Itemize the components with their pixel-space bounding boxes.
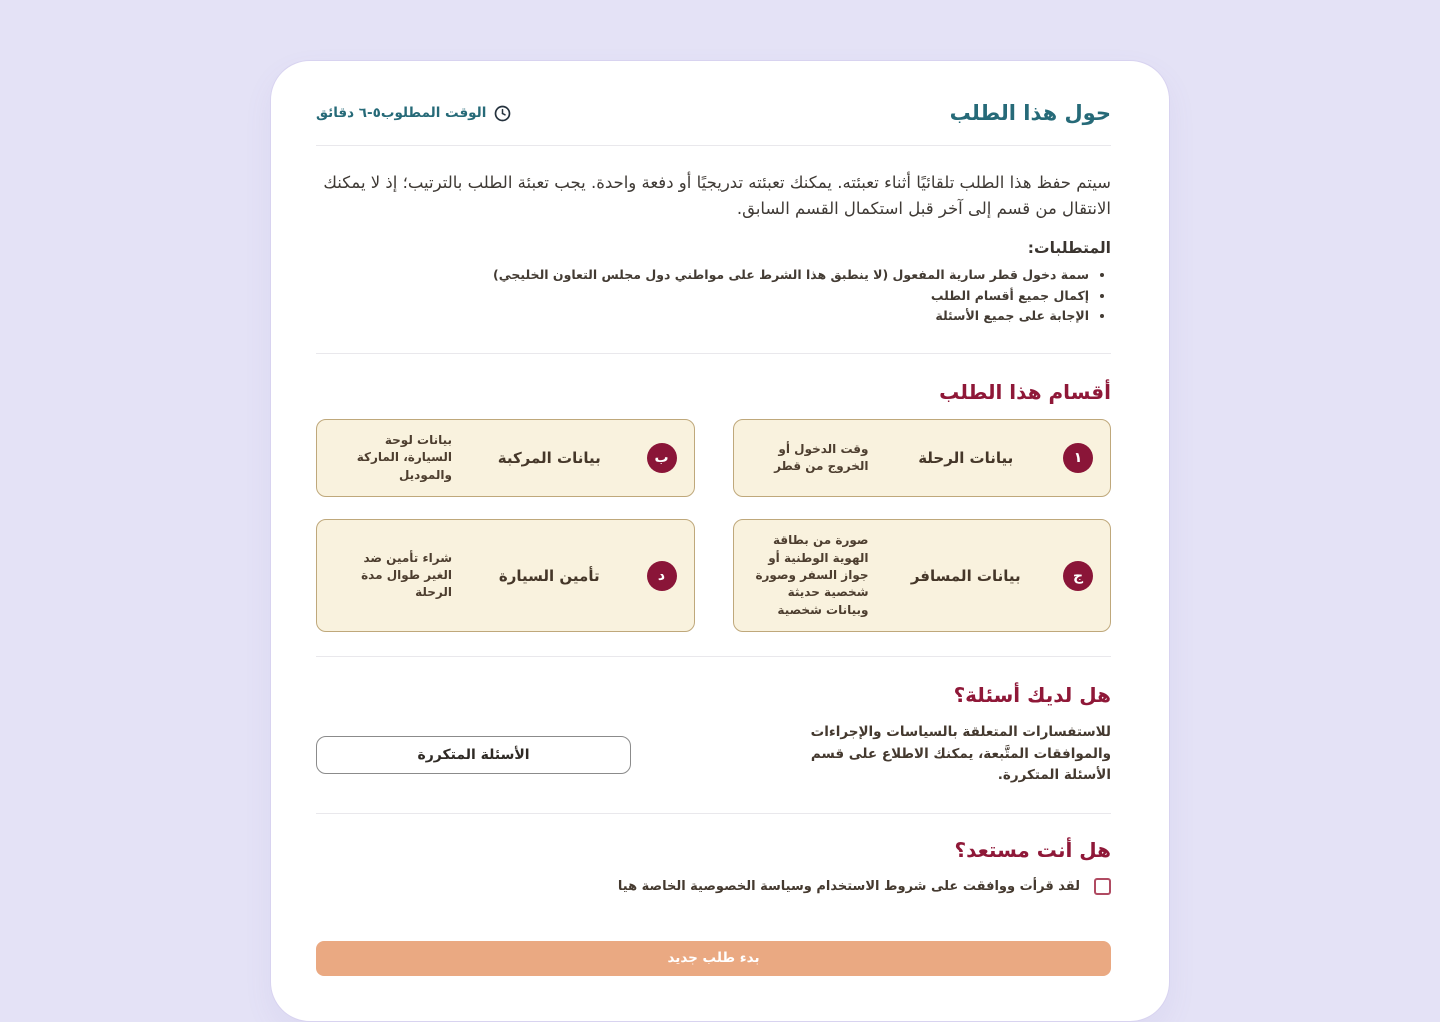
- questions-row: [316, 722, 1111, 787]
- divider: [316, 145, 1111, 146]
- section-badge: ١: [1063, 443, 1093, 473]
- intro-paragraph: سيتم حفظ هذا الطلب تلقائيًا أثناء تعبئته. يمكنك تعبئته تدريجيًا أو دفعة واحدة. يجب تعبئة الطلب بالترتيب؛ إذ لا يمكنك الانتقال من قسم إلى آخر قبل استكمال القسم السابق.: [323, 173, 1111, 218]
- divider: [316, 813, 1111, 814]
- divider: [316, 656, 1111, 657]
- requirement-item: • الإجابة على جميع الأسئلة: [316, 306, 1089, 327]
- faq-button[interactable]: الأسئلة المتكررة: [316, 736, 631, 774]
- terms-checkbox[interactable]: [1094, 878, 1111, 895]
- requirements-list: [316, 265, 1089, 327]
- section-description: صورة من بطاقة الهوية الوطنية أو جواز السفر وصورة شخصية حديثة وبيانات شخصية: [755, 533, 869, 617]
- about-application-card: [270, 60, 1170, 1022]
- time-required: [316, 105, 511, 122]
- section-card-vehicle: [316, 419, 695, 497]
- section-title: بيانات المسافر: [910, 566, 1021, 585]
- section-badge: ب: [647, 443, 677, 473]
- section-description: بيانات لوحة السيارة، الماركة والموديل: [356, 433, 452, 482]
- section-card-trip: [733, 419, 1112, 497]
- section-card-traveler: [733, 519, 1112, 632]
- section-description: وقت الدخول أو الخروج من قطر: [774, 441, 869, 474]
- ready-heading: هل أنت مستعد؟: [954, 837, 1111, 862]
- section-badge: د: [647, 561, 677, 591]
- section-title: بيانات الرحلة: [918, 449, 1014, 468]
- section-card-insurance: [316, 519, 695, 632]
- section-title: بيانات المركبة: [497, 449, 601, 468]
- divider: [316, 353, 1111, 354]
- terms-agree-row[interactable]: [316, 878, 1111, 895]
- sections-grid: [316, 419, 1111, 632]
- requirement-item: • سمة دخول قطر سارية المفعول (لا ينطبق هذا الشرط على مواطني دول مجلس التعاون الخليجي): [316, 265, 1089, 286]
- start-new-application-button[interactable]: بدء طلب جديد: [316, 941, 1111, 976]
- time-required-label: الوقت المطلوب٥-٦ دقائق: [316, 105, 487, 121]
- terms-checkbox-label: لقد قرأت ووافقت على شروط الاستخدام وسياسة الخصوصية الخاصة هيا: [617, 878, 1080, 894]
- card-header: [316, 101, 1111, 125]
- section-badge: ج: [1063, 561, 1093, 591]
- questions-text: للاستفسارات المتعلقة بالسياسات والإجراءات والموافقات المتَّبعة، يمكنك الاطلاع على قسم الأسئلة المتكررة.: [810, 724, 1111, 784]
- requirements-title: المتطلبات:: [1027, 239, 1111, 258]
- section-description: شراء تأمين ضد الغير طوال مدة الرحلة: [361, 550, 452, 600]
- page-title: حول هذا الطلب: [949, 101, 1111, 125]
- section-title: تأمين السيارة: [498, 566, 600, 585]
- questions-heading: هل لديك أسئلة؟: [953, 683, 1111, 708]
- sections-heading: أقسام هذا الطلب: [939, 380, 1111, 404]
- requirement-item: • إكمال جميع أقسام الطلب: [316, 286, 1089, 307]
- clock-icon: [494, 105, 511, 122]
